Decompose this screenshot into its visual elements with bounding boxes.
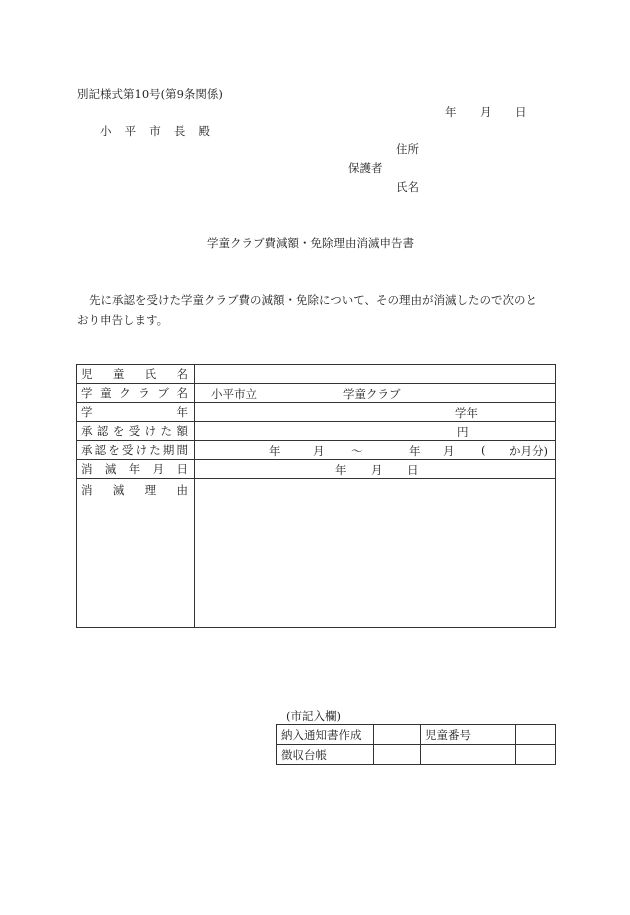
- label-char: 名: [176, 386, 188, 400]
- label-char: 受: [121, 443, 134, 457]
- period-year-1: 年: [269, 444, 281, 458]
- label-char: 学: [81, 386, 93, 400]
- label-char: 児: [81, 367, 93, 381]
- label-char: 由: [176, 483, 188, 497]
- label-char: を: [108, 443, 120, 457]
- date-day: 日: [515, 105, 527, 119]
- cancel-reason-label-cell: [77, 479, 195, 628]
- label-char: 消: [81, 483, 93, 497]
- club-prefix: 小平市立: [211, 387, 257, 401]
- cancel-date-label-cell: [77, 460, 195, 479]
- cancel-date-field[interactable]: [195, 460, 556, 479]
- club-suffix: 学童クラブ: [343, 387, 401, 401]
- office-use-table: [276, 724, 556, 765]
- addressee: [100, 123, 210, 139]
- addressee-char: 市: [149, 124, 161, 138]
- office-empty-cell: [516, 745, 556, 765]
- addressee-char: 小: [100, 124, 112, 138]
- cancel-month: 月: [371, 463, 383, 477]
- label-char: 期: [162, 443, 175, 457]
- label-char: 滅: [104, 462, 117, 476]
- label-char: 承: [81, 443, 93, 457]
- label-char: 月: [152, 462, 165, 476]
- child-name-label-cell: [77, 365, 195, 384]
- label-char: 名: [176, 367, 188, 381]
- label-char: ク: [119, 386, 131, 400]
- ledger-label: 徴収台帳: [277, 745, 374, 765]
- label-char: 滅: [112, 483, 125, 497]
- cancel-day: 日: [407, 463, 419, 477]
- label-char: 理: [144, 483, 157, 497]
- approved-period-label-cell: [77, 441, 195, 460]
- label-char: ブ: [157, 386, 169, 400]
- form-number: 別記様式第10号(第9条関係): [77, 87, 223, 101]
- office-use-caption: (市記入欄): [286, 709, 341, 723]
- label-char: 間: [176, 443, 188, 457]
- period-month-2: 月: [443, 444, 455, 458]
- label-char: 認: [96, 424, 109, 438]
- body-line-2: おり申告します。: [77, 313, 169, 327]
- cancel-reason-field[interactable]: [195, 479, 556, 628]
- grade-field[interactable]: [195, 403, 556, 422]
- child-number-field[interactable]: [516, 725, 556, 745]
- grade-label-cell: [77, 403, 195, 422]
- label-char: 童: [112, 367, 125, 381]
- child-number-label: 児童番号: [421, 725, 516, 745]
- ledger-field[interactable]: [374, 745, 421, 765]
- label-char: ラ: [138, 386, 150, 400]
- address-label: 住所: [396, 142, 419, 156]
- name-label: 氏名: [396, 180, 419, 194]
- addressee-char: 平: [124, 124, 137, 138]
- label-char: け: [135, 443, 148, 457]
- label-char: 日: [176, 462, 188, 476]
- label-char: 学: [81, 405, 93, 419]
- period-year-2: 年: [409, 444, 421, 458]
- body-line-1: 先に承認を受けた学童クラブ費の減額・免除について、その理由が消滅したので次のと: [89, 293, 538, 307]
- notice-created-field[interactable]: [374, 725, 421, 745]
- label-char: 認: [94, 443, 107, 457]
- grade-unit: 学年: [455, 406, 478, 420]
- label-char: 年: [128, 462, 141, 476]
- label-char: 氏: [144, 367, 157, 381]
- label-char: 額: [176, 424, 188, 438]
- label-char: た: [160, 424, 173, 438]
- amount-unit: 円: [457, 425, 469, 439]
- period-tilde: ～: [351, 444, 363, 458]
- declaration-table: [76, 364, 556, 628]
- date-month: 月: [480, 105, 492, 119]
- label-char: 承: [81, 424, 93, 438]
- date-year: 年: [445, 105, 457, 119]
- period-paren-open: (: [481, 443, 486, 457]
- document-title: 学童クラブ費減額・免除理由消滅申告書: [207, 236, 414, 250]
- club-name-label-cell: [77, 384, 195, 403]
- approved-period-field[interactable]: [195, 441, 556, 460]
- addressee-char: 長: [173, 124, 186, 138]
- guardian-label: 保護者: [348, 161, 383, 175]
- club-name-field[interactable]: [195, 384, 556, 403]
- office-empty-cell: [421, 745, 516, 765]
- label-char: け: [144, 424, 157, 438]
- period-month-1: 月: [313, 444, 325, 458]
- notice-created-label: 納入通知書作成: [277, 725, 374, 745]
- cancel-year: 年: [335, 463, 347, 477]
- label-char: た: [149, 443, 161, 457]
- label-char: 童: [100, 386, 112, 400]
- period-months-suffix: か月分): [509, 444, 548, 458]
- approved-amount-field[interactable]: [195, 422, 556, 441]
- label-char: 消: [81, 462, 93, 476]
- label-char: 年: [176, 405, 188, 419]
- label-char: 受: [128, 424, 141, 438]
- label-char: を: [112, 424, 125, 438]
- approved-amount-label-cell: [77, 422, 195, 441]
- child-name-field[interactable]: [195, 365, 556, 384]
- addressee-char: 殿: [198, 124, 210, 138]
